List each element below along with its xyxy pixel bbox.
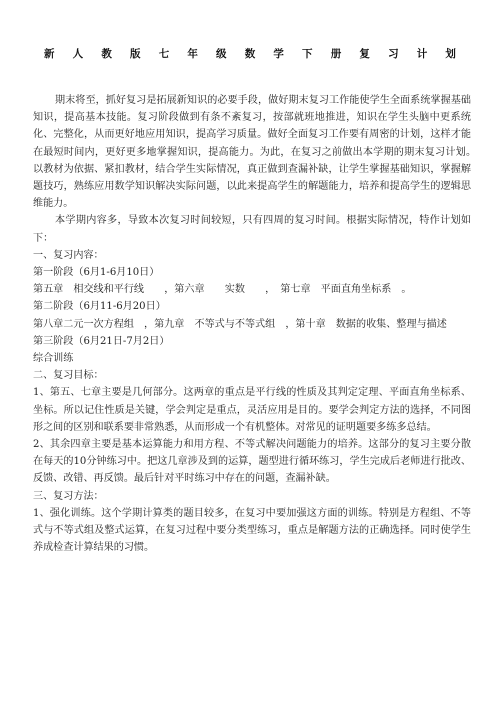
stage-1-content: 第五章 相交线和平行线 ，第六章 实数 ， 第七章 平面直角坐标系 。 bbox=[33, 284, 412, 296]
title-char: 学 bbox=[273, 48, 284, 60]
title-char: 年 bbox=[187, 48, 198, 60]
title-char: 教 bbox=[101, 48, 112, 60]
title-char: 新 bbox=[44, 48, 55, 60]
title-char: 习 bbox=[388, 48, 399, 60]
title-char: 计 bbox=[416, 48, 428, 60]
title-char: 划 bbox=[445, 48, 456, 60]
title-char: 复 bbox=[359, 48, 370, 60]
stage-1-heading: 第一阶段（6月1-6月10日） bbox=[33, 267, 160, 279]
method-1-paragraph: 1、强化训练。这个学期计算类的题目较多，在复习中要加强这方面的训练。特别是方程组、不等式与不等式组及整式运算，在复习过程中要分类型练习，重点是解题方法的正确选择。同时使学生养成检查计算结果的习惯。 bbox=[33, 507, 471, 554]
title-char: 版 bbox=[130, 48, 141, 60]
stage-2-heading: 第二阶段（6月11-6月20日） bbox=[33, 301, 166, 313]
title-char: 下 bbox=[302, 48, 313, 60]
intro-paragraph: 期末将至，抓好复习是拓展新知识的必要手段，做好期末复习工作能使学生全面系统掌握基础知识，提高基本技能。复习阶段做到有条不紊复习，按部就班地推进，知识在学生头脑中更系统化、完整化，从而更好地应用知识，提高学习质量。做好全面复习工作要有周密的计划，这样才能在最短时间内，更好更多地掌握知识，提高能力。为此，在复习之前做出本学期的期末复习计划。 以教材为依据、紧扣教材，结合学生实际情况，真正做到查漏补缺，让学生掌握基础知识，掌握解题技巧，熟练应用数学知识解决实际问题，以此来提高学生的解题能力，培养和提高学生的逻辑思维能力。 bbox=[33, 95, 482, 210]
stage-3-heading: 第三阶段（6月21日-7月2日） bbox=[33, 335, 170, 347]
title-char: 册 bbox=[330, 48, 342, 60]
goal-1-paragraph: 1、第五、七章主要是几何部分。这两章的重点是平行线的性质及其判定定理、平面直角坐标系、坐标。所以记住性质是关键，学会判定是重点，灵活应用是目的。要学会判定方法的选择，不同图形之间的区别和联系要非常熟悉，从而形成一个有机整体。对常见的证明题要多练多总结。 bbox=[33, 387, 471, 433]
section-heading-goals: 二、复习目标： bbox=[33, 370, 104, 382]
document-body bbox=[33, 92, 482, 556]
section-heading-methods: 三、复习方法： bbox=[33, 490, 104, 502]
title-char: 级 bbox=[216, 48, 227, 60]
section-heading-content: 一、复习内容： bbox=[33, 249, 104, 261]
document-title bbox=[44, 46, 456, 61]
title-char: 数 bbox=[244, 48, 256, 60]
intro-paragraph-2: 本学期内容多，导致本次复习时间较短，只有四周的复习时间。根据实际情况，特作计划如下： bbox=[33, 215, 471, 244]
stage-2-content: 第八章二元一次方程组 ，第九章 不等式与不等式组 ，第十章 数据的收集、整理与描述 bbox=[33, 318, 447, 330]
title-char: 人 bbox=[72, 48, 84, 60]
stage-3-content: 综合训练 bbox=[33, 353, 74, 365]
title-char: 七 bbox=[158, 48, 170, 60]
goal-2-paragraph: 2、其余四章主要是基本运算能力和用方程、不等式解决问题能力的培养。这部分的复习主要分散在每天的10分钟练习中。把这几章涉及到的运算，题型进行循环练习，学生完成后老师进行批改、反馈、改错、再反馈。最后针对平时练习中存在的问题，查漏补缺。 bbox=[33, 439, 471, 485]
